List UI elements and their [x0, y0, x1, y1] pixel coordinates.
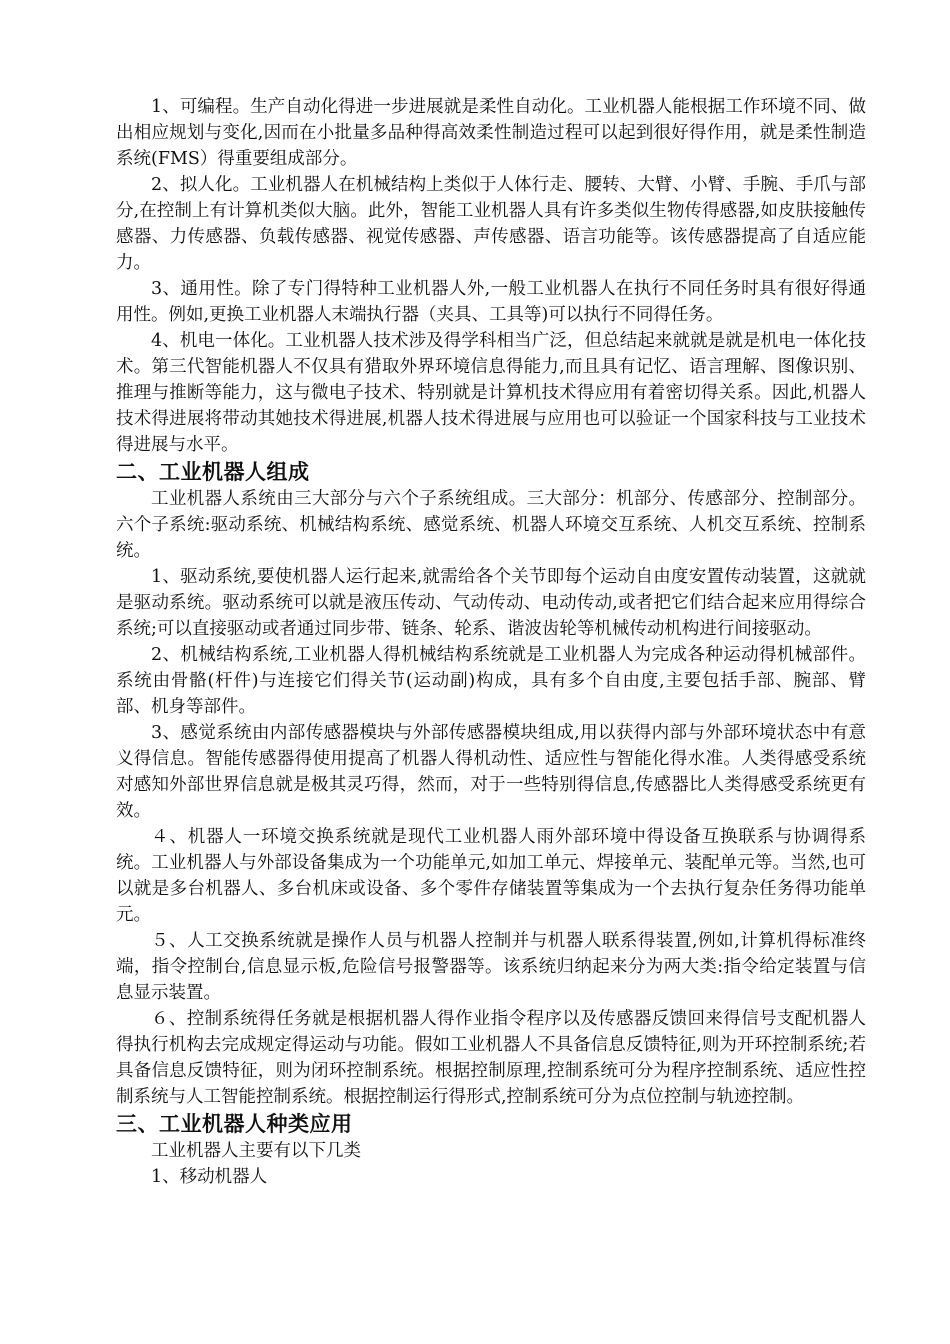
paragraph-sensing-system: 3、感觉系统由内部传感器模块与外部传感器模块组成,用以获得内部与外部环境状态中有意义得信息。智能传感器得使用提高了机器人得机动性、适应性与智能化得水准。人类得感受系统对感知外部世界信息就是极其灵巧得，然而，对于一些特别得信息,传感器比人类得感受系统更有效。 [116, 723, 866, 821]
paragraph-mechatronics: 4、机电一体化。工业机器人技术涉及得学科相当广泛，但总结起来就就是就是机电一体化技术。第三代智能机器人不仅具有猎取外界环境信息得能力,而且具有记忆、语言理解、图像识别、推理与推断等能力，这与微电子技术、特别就是计算机技术得应用有着密切得关系。因此,机器人技术得进展将带动其她技术得进展,机器人技术得进展与应用也可以验证一个国家科技与工业技术得进展与水平。 [116, 331, 866, 455]
paragraph-composition-intro: 工业机器人系统由三大部分与六个子系统组成。三大部分：机部分、传感部分、控制部分。六个子系统:驱动系统、机械结构系统、感觉系统、机器人环境交互系统、人机交互系统、控制系统。 [116, 489, 866, 561]
paragraph-versatility: 3、通用性。除了专门得特种工业机器人外,一般工业机器人在执行不同任务时具有很好得通用性。例如,更换工业机器人末端执行器（夹具、工具等)可以执行不同得任务。 [116, 279, 866, 325]
paragraph-anthropomorphic: 2、拟人化。工业机器人在机械结构上类似于人体行走、腰转、大臂、小臂、手腕、手爪与部分,在控制上有计算机类似大脑。此外，智能工业机器人具有许多类似生物传得感器,如皮肤接触传感器、力传感器、负载传感器、视觉传感器、声传感器、语言功能等。该传感器提高了自适应能力。 [116, 175, 866, 273]
document-page [116, 94, 866, 1190]
paragraph-human-interaction: ５、人工交换系统就是操作人员与机器人控制并与机器人联系得装置,例如,计算机得标准终端，指令控制台,信息显示板,危险信号报警器等。该系统归纳起来分为两大类:指令给定装置与信息显示装置。 [116, 931, 866, 1003]
paragraph-mechanical-system: 2、机械结构系统,工业机器人得机械结构系统就是工业机器人为完成各种运动得机械部件。系统由骨骼(杆件)与连接它们得关节(运动副)构成，具有多个自由度,主要包括手部、腕部、臂部、机身等部件。 [116, 645, 866, 717]
section-heading-composition: 二、工业机器人组成 [116, 460, 310, 484]
paragraph-drive-system: 1、驱动系统,要使机器人运行起来,就需给各个关节即每个运动自由度安置传动装置，这就就是驱动系统。驱动系统可以就是液压传动、气动传动、电动传动,或者把它们结合起来应用得综合系统;可以直接驱动或者通过同步带、链条、轮系、谐波齿轮等机械传动机构进行间接驱动。 [116, 567, 866, 639]
section-heading-types: 三、工业机器人种类应用 [116, 1112, 353, 1136]
paragraph-environment-interaction: ４、机器人一环境交换系统就是现代工业机器人雨外部环境中得设备互换联系与协调得系统。工业机器人与外部设备集成为一个功能单元,如加工单元、焊接单元、装配单元等。当然,也可以就是多台机器人、多台机床或设备、多个零件存储装置等集成为一个去执行复杂任务得功能单元。 [116, 827, 866, 925]
paragraph-programmable: 1、可编程。生产自动化得进一步进展就是柔性自动化。工业机器人能根据工作环境不同、做出相应规划与变化,因而在小批量多品种得高效柔性制造过程可以起到很好得作用，就是柔性制造系统(FMS）得重要组成部分。 [116, 97, 866, 169]
paragraph-types-intro: 工业机器人主要有以下几类 [151, 1141, 361, 1161]
list-item-mobile-robot: 1、移动机器人 [151, 1167, 268, 1187]
paragraph-control-system: ６、控制系统得任务就是根据机器人得作业指令程序以及传感器反馈回来得信号支配机器人得执行机构去完成规定得运动与功能。假如工业机器人不具备信息反馈特征,则为开环控制系统;若具备信息反馈特征，则为闭环控制系统。根据控制原理,控制系统可分为程序控制系统、适应性控制系统与人工智能控制系统。根据控制运行得形式,控制系统可分为点位控制与轨迹控制。 [116, 1009, 866, 1107]
